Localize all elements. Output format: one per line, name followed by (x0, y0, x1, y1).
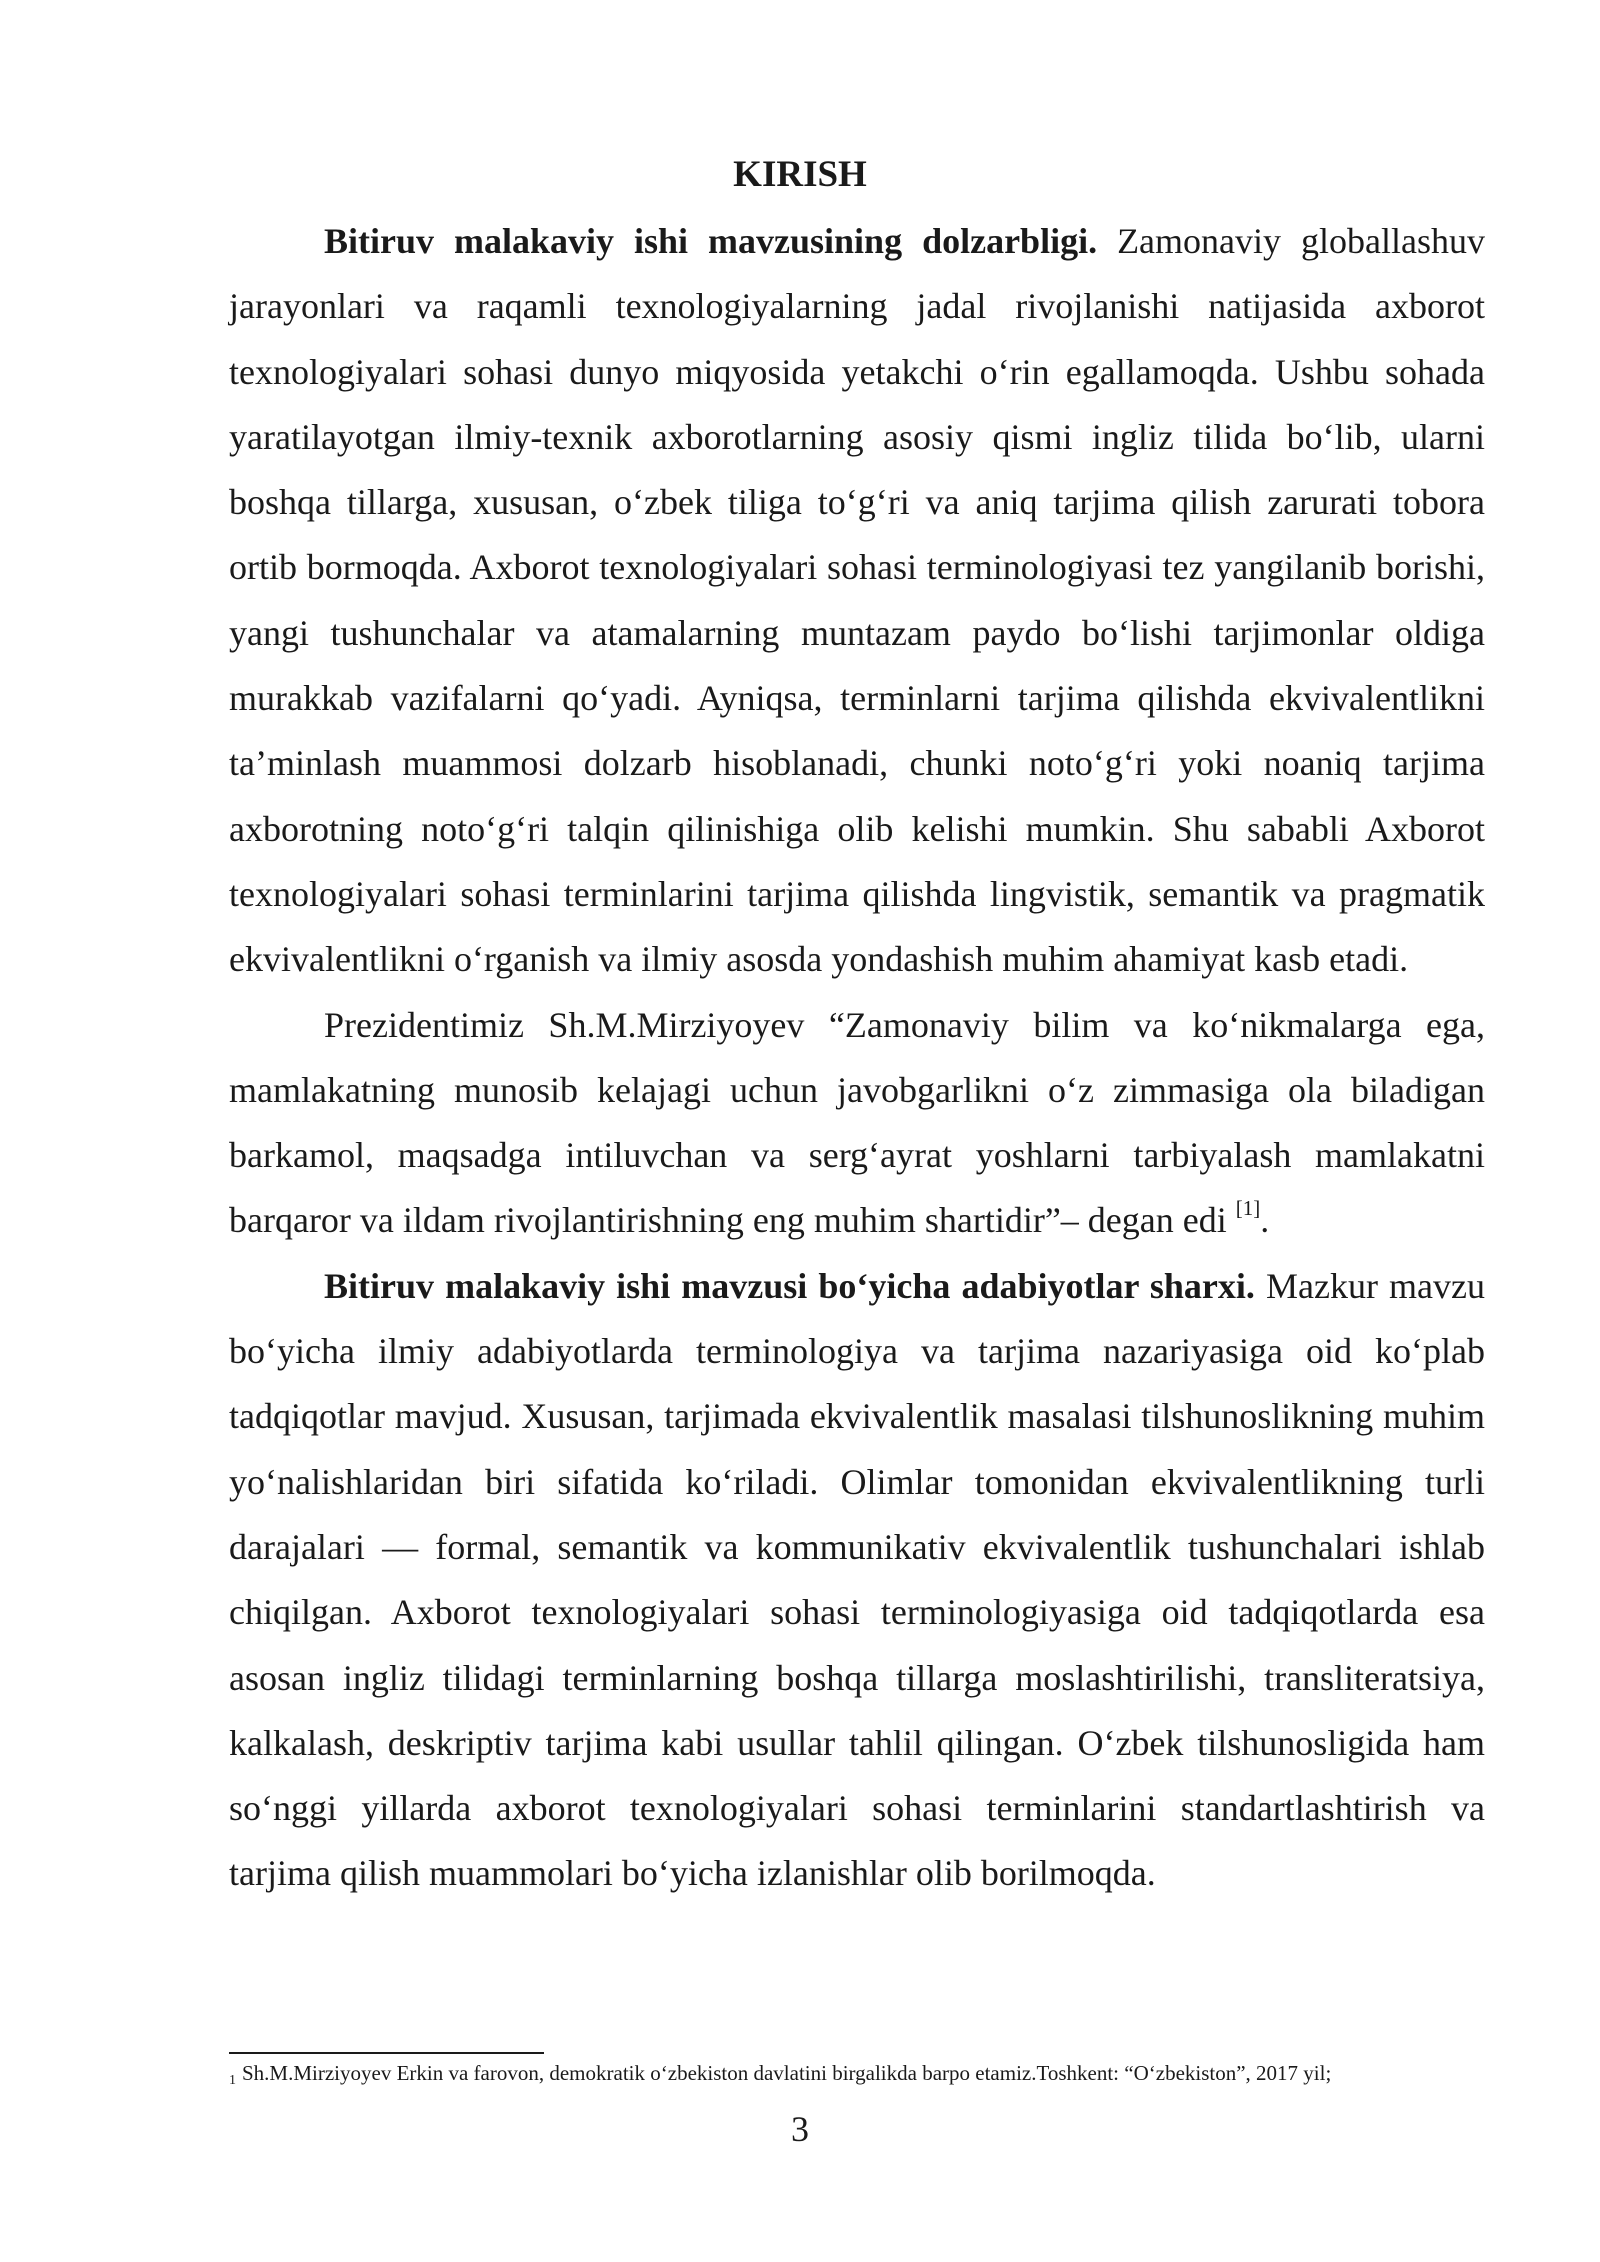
footnote (229, 2058, 1489, 2092)
footnote-reference[interactable]: [1] (1235, 1196, 1261, 1221)
paragraph-heading-literature-review: Bitiruv malakaviy ishi mavzusi bo‘yicha adabiyotlar sharxi. (324, 1265, 1255, 1306)
footnote-divider (229, 2052, 544, 2054)
paragraph-relevance (229, 209, 1485, 993)
footnote-mark: 1 (229, 2073, 236, 2088)
paragraph-quote (229, 993, 1485, 1254)
body-text (229, 209, 1485, 1907)
section-title: KIRISH (733, 154, 867, 195)
paragraph-text-literature-review: Mazkur mavzu bo‘yicha ilmiy adabiyotlarda terminologiya va tarjima nazariyasiga oid ko‘plab tadqiqotlar mavjud. Xususan, tarjimada ekvivalentlik masalasi tilshunoslikning muhim yo‘nalishlaridan biri sifatida ko‘riladi. Olimlar tomonidan ekvivalentlikning turli darajalari — formal, semantik va kommunikativ ekvivalentlik tushunchalari ishlab chiqilgan. Axborot texnologiyalari sohasi terminologiyasiga oid tadqiqotlarda esa asosan ingliz tilidagi terminlarning boshqa tillarga moslashtirilishi, transliteratsiya, kalkalash, deskriptiv tarjima kabi usullar tahlil qilingan. O‘zbek tilshunosligida ham so‘nggi yillarda axborot texnologiyalari sohasi terminlarini standartlashtirish va tarjima qilish muammolari bo‘yicha izlanishlar olib borilmoqda. (229, 1265, 1485, 1894)
paragraph-text-relevance: Zamonaviy globallashuv jarayonlari va raqamli texnologiyalarning jadal rivojlanishi natijasida axborot texnologiyalari sohasi dunyo miqyosida yetakchi o‘rin egallamoqda. Ushbu sohada yaratilayotgan ilmiy-texnik axborotlarning asosiy qismi ingliz tilida bo‘lib, ularni boshqa tillarga, xususan, o‘zbek tiliga to‘g‘ri va aniq tarjima qilish zarurati tobora ortib bormoqda. Axborot texnologiyalari sohasi terminologiyasi tez yangilanib borishi, yangi tushunchalar va atamalarning muntazam paydo bo‘lishi tarjimonlar oldiga murakkab vazifalarni qo‘yadi. Ayniqsa, terminlarni tarjima qilishda ekvivalentlikni ta’minlash muammosi dolzarb hisoblanadi, chunki noto‘g‘ri yoki noaniq tarjima axborotning noto‘g‘ri talqin qilinishiga olib kelishi mumkin. Shu sababli Axborot texnologiyalari sohasi terminlarini tarjima qilishda lingvistik, semantik va pragmatik ekvivalentlikni o‘rganish va ilmiy asosda yondashish muhim ahamiyat kasb etadi. (229, 221, 1485, 980)
page-number: 3 (791, 2109, 809, 2149)
footnote-text: Sh.M.Mirziyoyev Erkin va farovon, demokratik o‘zbekiston davlatini birgalikda barpo etamiz.Toshkent: “O‘zbekiston”, 2017 yil; (242, 2061, 1332, 2085)
paragraph-tail-quote: . (1260, 1200, 1270, 1241)
paragraph-literature-review (229, 1254, 1485, 1907)
paragraph-heading-relevance: Bitiruv malakaviy ishi mavzusining dolzarbligi. (324, 221, 1098, 261)
paragraph-text-quote: Prezidentimiz Sh.M.Mirziyoyev “Zamonaviy bilim va ko‘nikmalarga ega, mamlakatning munosib kelajagi uchun javobgarlikni o‘z zimmasiga ola biladigan barkamol, maqsadga intiluvchan va serg‘ayrat yoshlarni tarbiyalash mamlakatni barqaror va ildam rivojlantirishning eng muhim shartidir”– degan edi (229, 1004, 1485, 1241)
